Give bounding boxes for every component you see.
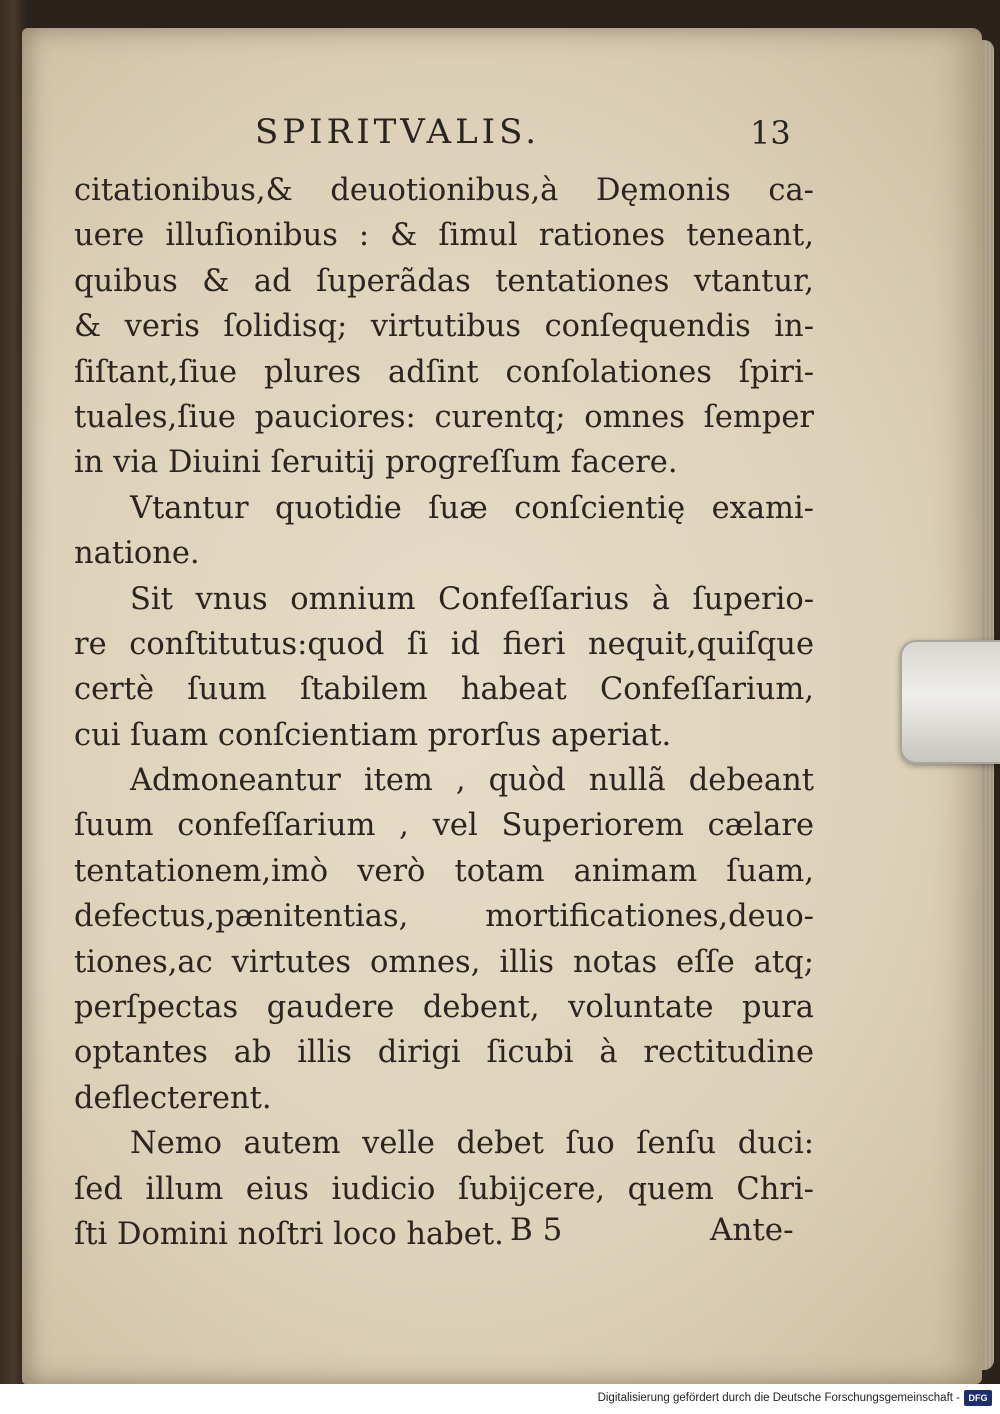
text-line: natione. xyxy=(74,536,200,572)
text-line: ſti Domini noſtri loco habet. xyxy=(74,1216,504,1252)
text-line: ſed illum eius iudicio ſubijcere, quem Chri- xyxy=(74,1171,814,1207)
digitization-footer xyxy=(0,1384,1000,1414)
text-line: Nemo autem velle debet ſuo ſenſu duci: xyxy=(130,1126,814,1162)
text-line: optantes ab illis dirigi ſicubi à rectitudine xyxy=(74,1035,814,1071)
text-line: certè ſuum ſtabilem habeat Confeſſarium, xyxy=(74,672,814,708)
page-header xyxy=(0,112,1000,172)
text-line: citationibus,& deuotionibus,à Dęmonis ca- xyxy=(74,173,814,208)
text-line: deflecterent. xyxy=(74,1080,272,1116)
text-line: uere illuſionibus : & ſimul rationes teneant, xyxy=(74,218,814,254)
body-text xyxy=(74,168,814,1257)
text-line: perſpectas gaudere debent, voluntate pura xyxy=(74,990,814,1026)
text-line: Sit vnus omnium Confeſſarius à ſuperio- xyxy=(130,581,814,617)
catchword: Ante- xyxy=(710,1212,794,1248)
signature-mark: B 5 xyxy=(510,1212,563,1248)
text-line: tuales,ſiue pauciores: curentq; omnes ſemper xyxy=(74,399,814,435)
text-line: cui ſuam conſcientiam prorſus aperiat. xyxy=(74,717,672,753)
running-head: SPIRITVALIS. xyxy=(255,112,541,152)
text-line: quibus & ad ſuperãdas tentationes vtantur, xyxy=(74,263,814,299)
page-number: 13 xyxy=(750,114,791,152)
text-line: in via Diuini ſeruitij progreſſum facere. xyxy=(74,445,678,481)
text-line: Admoneantur item , quòd nullã debeant xyxy=(130,763,814,799)
text-line: re conſtitutus:quod ſi id fieri nequit,quiſque xyxy=(74,626,814,662)
text-line: ſiſtant,ſiue plures adſint conſolationes ſpiri- xyxy=(74,354,814,390)
text-line: tiones,ac virtutes omnes, illis notas eſſe atq; xyxy=(74,944,814,980)
funding-credit: Digitalisierung gefördert durch die Deutsche Forschungsgemeinschaft - xyxy=(597,1392,960,1404)
text-line: & veris ſolidisq; virtutibus conſequendis in- xyxy=(74,309,814,345)
text-line: ſuum confeſſarium , vel Superiorem cælare xyxy=(74,808,814,844)
text-line: tentationem,imò verò totam animam ſuam, xyxy=(74,853,814,889)
text-line: defectus,pænitentias, mortificationes,deuo- xyxy=(74,899,814,935)
page-clip xyxy=(900,640,1000,764)
dfg-logo-icon: DFG xyxy=(964,1390,992,1406)
text-line: Vtantur quotidie ſuæ conſcientię exami- xyxy=(130,490,814,526)
